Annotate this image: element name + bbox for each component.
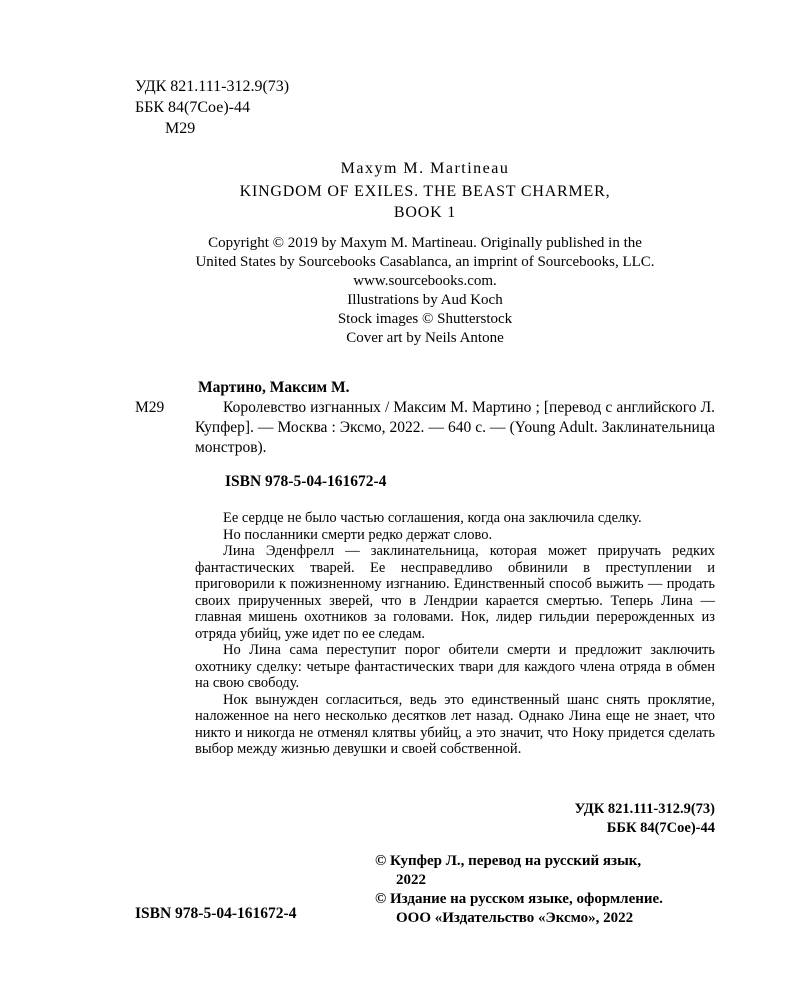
- original-author: Maxym M. Martineau: [340, 160, 510, 177]
- original-edition-block: [50, 160, 800, 348]
- annotation-paragraph: Нок вынужден согласиться, ведь это единственный шанс снять проклятие, наложенное на него несколько десятков лет назад. Однако Лина еще не знает, что никто и никогда не отменял клятвы убийц, а это значит, что Ноку придется сделать выбор между жизнью девушки и своей собственной.: [195, 691, 715, 757]
- russian-copyright-block: [375, 852, 663, 928]
- annotation-paragraph: Лина Эденфрелл — заклинательница, которая может приручать редких фантастических тварей. Ее несправедливо обвинили в преступлении и приговорили к пожизненному изгнанию. Единственный способ выжить — продать своих прирученных зверей, что в Лендрии карается смертью. Теперь Лина — главная мишень охотников за головами. Нок, лидер гильдии перерожденных из отряда убийц, уже идет по ее следам.: [195, 543, 715, 642]
- original-copyright-line: United States by Sourcebooks Casablanca, an imprint of Sourcebooks, LLC.: [195, 254, 655, 270]
- bib-entry-text: Королевство изгнанных / Максим М. Мартино ; [перевод с английского Л. Купфер]. — Москва : Эксмо, 2022. — 640 с. — (Young Adult. Заклинательница монстров).: [195, 399, 715, 456]
- annotation-paragraph: Но посланники смерти редко держат слово.: [223, 526, 493, 543]
- copyright-translation-line-2: 2022: [396, 872, 426, 888]
- top-classification-codes: [135, 76, 289, 139]
- copyright-edition-line-1: © Издание на русском языке, оформление.: [375, 891, 663, 907]
- author-sign-code: М29: [165, 120, 196, 137]
- footer-isbn: ISBN 978-5-04-161672-4: [135, 905, 297, 922]
- bbk-code-bottom: ББК 84(7Сое)-44: [606, 820, 715, 836]
- original-copyright-line: Cover art by Neils Antone: [346, 330, 504, 346]
- bib-entry-wrap: [135, 398, 715, 458]
- original-copyright-line: Illustrations by Aud Koch: [347, 292, 503, 308]
- bibliographic-record: [135, 378, 715, 492]
- bottom-classification-codes: [395, 800, 715, 838]
- bbk-code: ББК 84(7Сое)-44: [135, 99, 250, 116]
- original-copyright-line: www.sourcebooks.com.: [353, 273, 497, 289]
- original-title-line-1: KINGDOM OF EXILES. THE BEAST CHARMER,: [239, 183, 611, 200]
- copyright-translation-line-1: © Купфер Л., перевод на русский язык,: [375, 853, 642, 869]
- original-title-line-2: BOOK 1: [393, 204, 457, 221]
- bib-author-sign-code: М29: [135, 399, 165, 416]
- annotation-block: [195, 510, 715, 758]
- bib-isbn: ISBN 978-5-04-161672-4: [225, 473, 387, 490]
- original-copyright-block: [50, 234, 800, 348]
- udk-code: УДК 821.111-312.9(73): [135, 78, 290, 95]
- original-copyright-line: Copyright © 2019 by Maxym M. Martineau. Originally published in the: [208, 235, 642, 251]
- udk-code-bottom: УДК 821.111-312.9(73): [574, 801, 715, 817]
- copyright-edition-line-2: ООО «Издательство «Эксмо», 2022: [396, 910, 634, 926]
- original-copyright-line: Stock images © Shutterstock: [337, 311, 513, 327]
- annotation-paragraph: Но Лина сама переступит порог обители смерти и предложит заключить охотнику сделку: четыре фантастических твари для каждого члена отряда в обмен на свою свободу.: [195, 642, 715, 691]
- annotation-paragraph: Ее сердце не было частью соглашения, когда она заключила сделку.: [223, 510, 642, 526]
- bib-author-header: Мартино, Максим М.: [198, 379, 350, 396]
